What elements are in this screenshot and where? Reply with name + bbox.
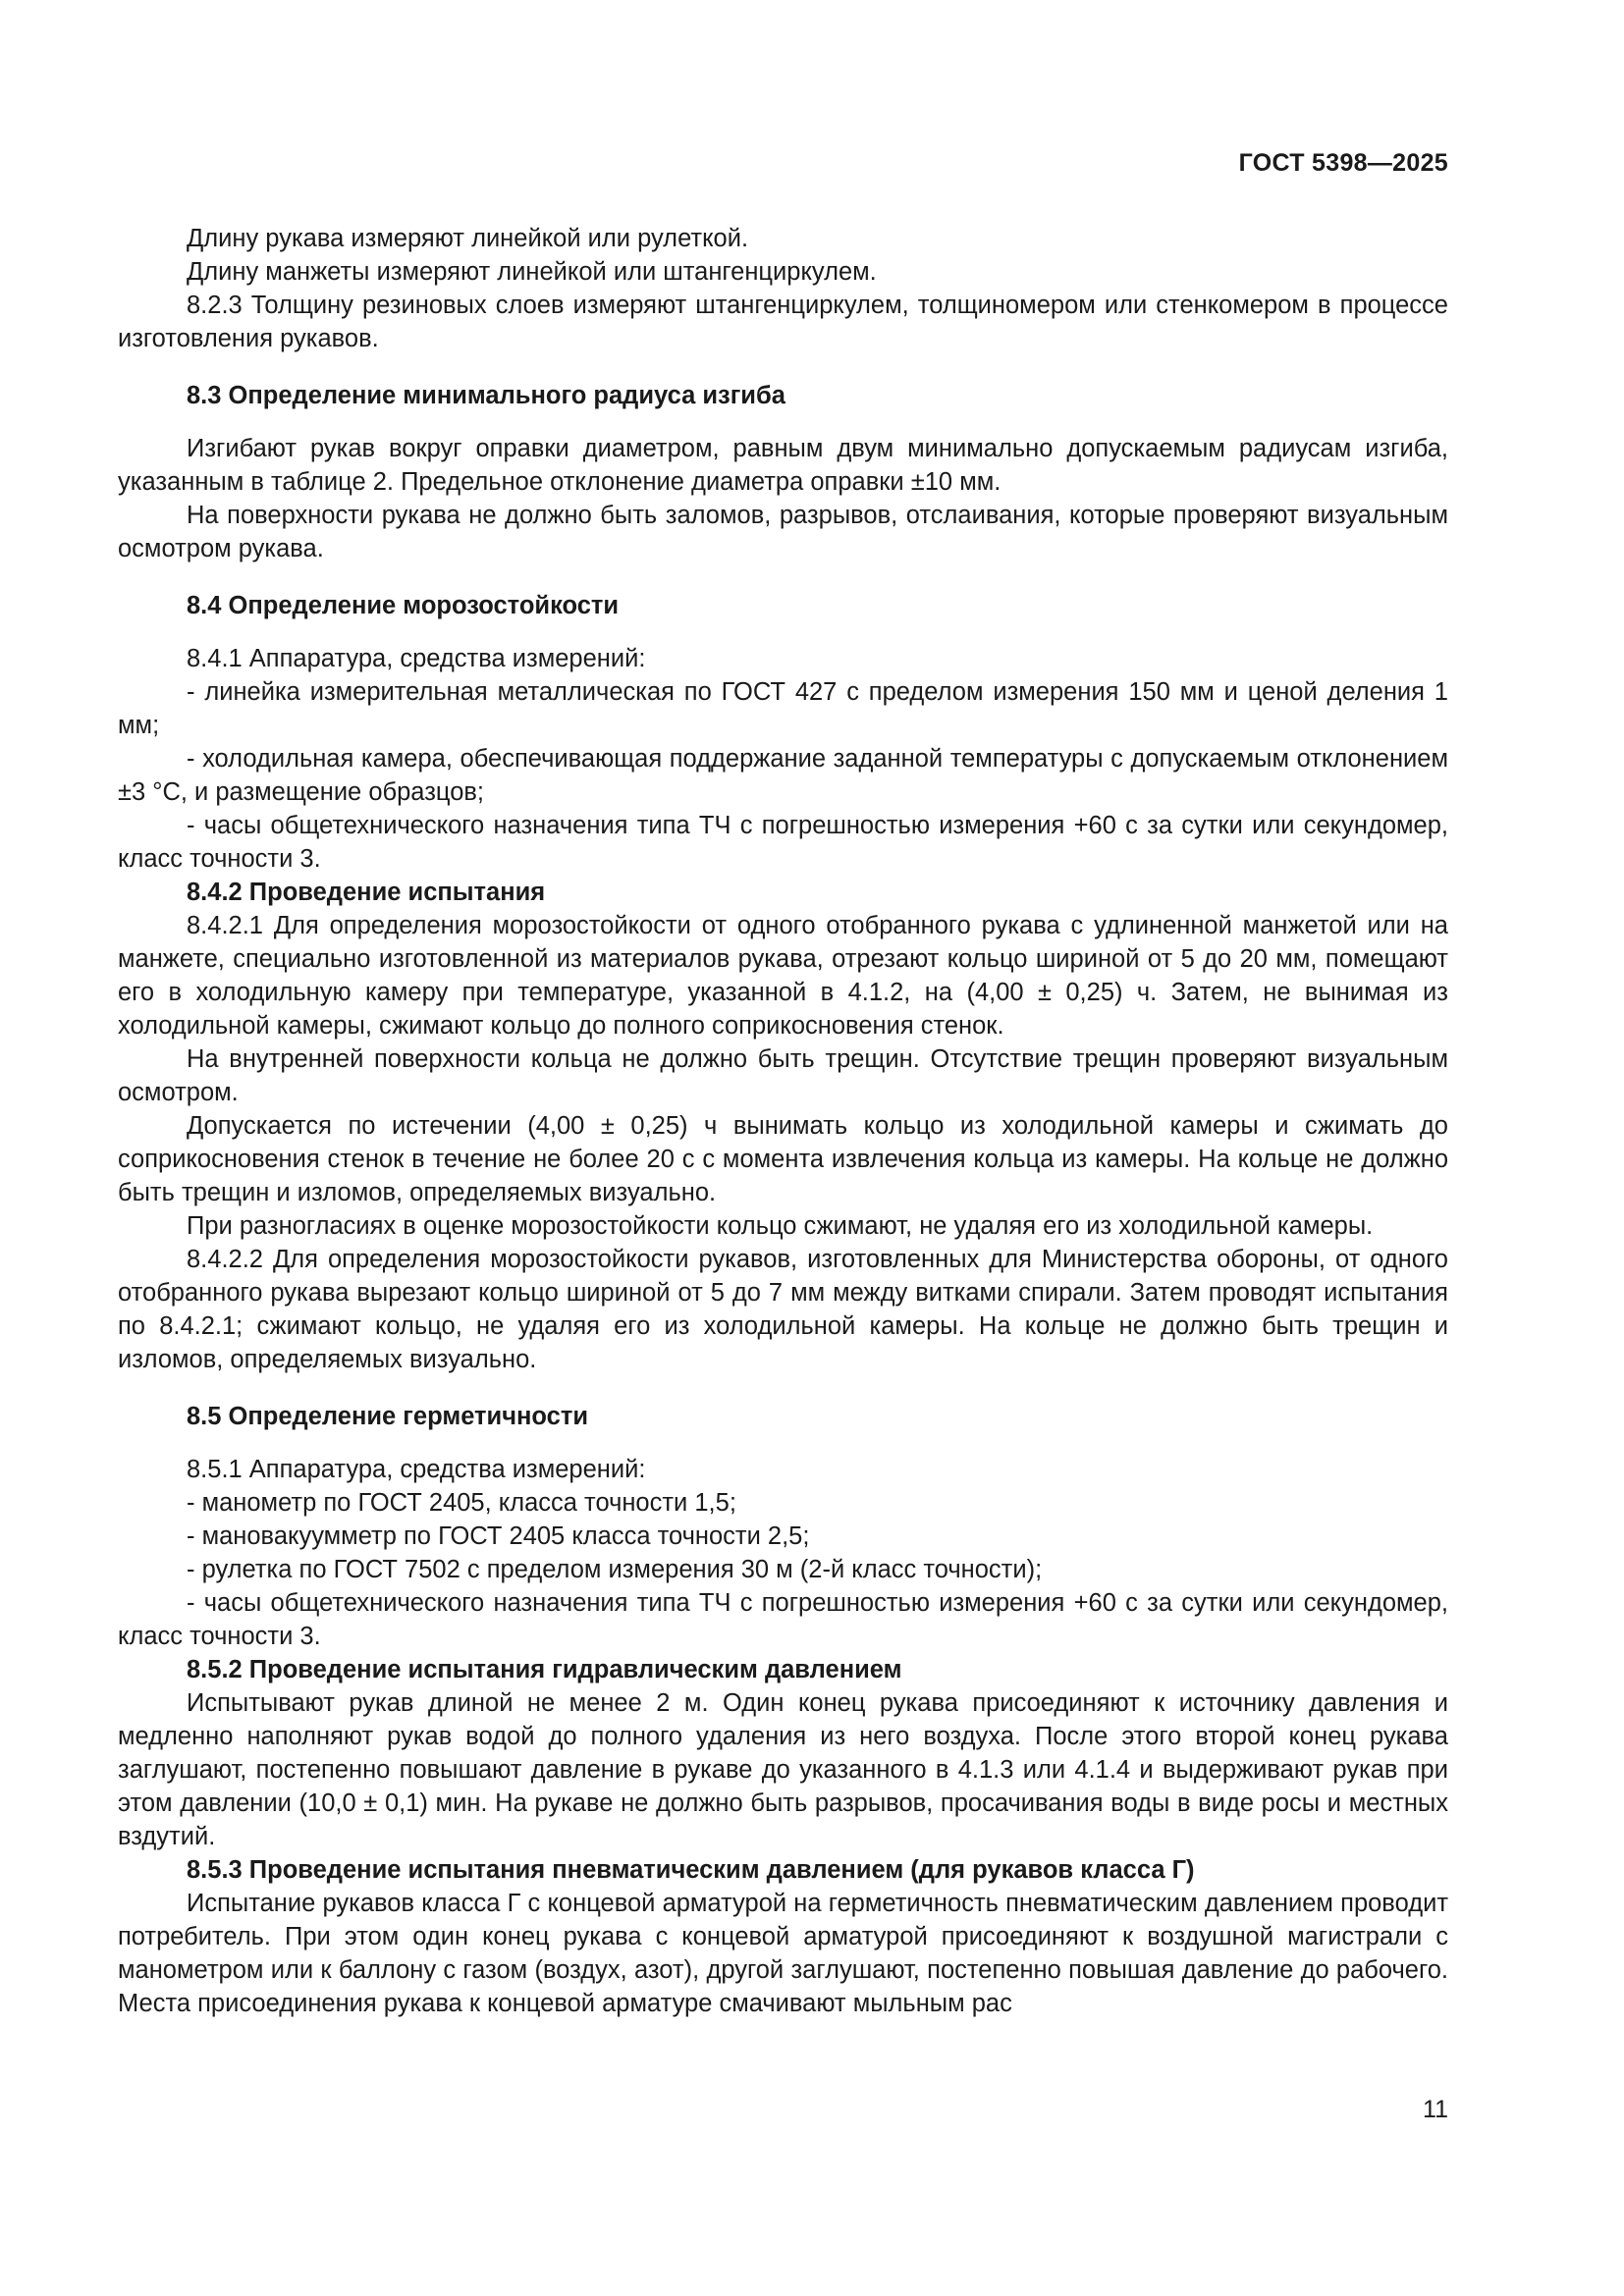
paragraph: 8.5.1 Аппаратура, средства измерений:	[187, 1456, 646, 1483]
paragraph: Испытывают рукав длиной не менее 2 м. Один конец рукава присоединяют к источнику давления и медленно наполняют рукав водой до полного удаления из него воздуха. После этого второй конец рукава заглушают, постепенно повышают давление в рукаве до указанного в 4.1.3 или 4.1.4 и выдерживают рукав при этом давлении (10,0 ± 0,1) мин. На рукаве не должно быть разрывов, просачивания воды в виде росы и местных вздутий.	[118, 1689, 1448, 1850]
list-item: - рулетка по ГОСТ 7502 с пределом измерения 30 м (2-й класс точности);	[187, 1556, 1043, 1583]
section-heading-8-3: 8.3 Определение минимального радиуса изгиба	[187, 382, 785, 409]
paragraph: 8.4.2.2 Для определения морозостойкости рукавов, изготовленных для Министерства обороны, от одного отобранного рукава вырезают кольцо шириной от 5 до 7 мм между витками спирали. Затем проводят испытания по 8.4.2.1; сжимают кольцо, не удаляя его из холодильной камеры. На кольце не должно быть трещин и изломов, определяемых визуально.	[118, 1246, 1448, 1373]
paragraph: Испытание рукавов класса Г с концевой арматурой на герметичность пневматическим давлением проводит потребитель. При этом один конец рукава с концевой арматурой присоединяют к воздушной магистрали с манометром или к баллону с газом (воздух, азот), другой заглушают, постепенно повышая давление до рабочего. Места присоединения рукава к концевой арматуре смачивают мыльным рас	[118, 1890, 1448, 2017]
list-item: - холодильная камера, обеспечивающая поддержание заданной температуры с допускаемым отклонением ±3 °С, и размещение образцов;	[118, 745, 1448, 806]
document-page	[118, 0, 1448, 2296]
paragraph: Длину манжеты измеряют линейкой или штангенциркулем.	[187, 258, 877, 286]
page-number: 11	[1423, 2096, 1448, 2123]
document-id-header: ГОСТ 5398—2025	[1238, 149, 1448, 177]
paragraph: Изгибают рукав вокруг оправки диаметром, равным двум минимально допускаемым радиусам изгиба, указанным в таблице 2. Предельное отклонение диаметра оправки ±10 мм.	[118, 435, 1448, 496]
paragraph: 8.4.1 Аппаратура, средства измерений:	[187, 645, 646, 672]
paragraph: На внутренней поверхности кольца не должно быть трещин. Отсутствие трещин проверяют визуальным осмотром.	[118, 1045, 1448, 1106]
subsection-heading-8-5-2: 8.5.2 Проведение испытания гидравлическим давлением	[187, 1656, 902, 1683]
section-heading-8-4: 8.4 Определение морозостойкости	[187, 592, 620, 619]
list-item: - часы общетехнического назначения типа ТЧ с погрешностью измерения +60 с за сутки или секундомер, класс точности 3.	[118, 1589, 1448, 1650]
paragraph: На поверхности рукава не должно быть заломов, разрывов, отслаивания, которые проверяют визуальным осмотром рукава.	[118, 502, 1448, 562]
document-body	[118, 222, 1448, 2020]
list-item: - часы общетехнического назначения типа ТЧ с погрешностью измерения +60 с за сутки или секундомер, класс точности 3.	[118, 812, 1448, 873]
subsection-heading-8-4-2: 8.4.2 Проведение испытания	[187, 879, 546, 906]
section-heading-8-5: 8.5 Определение герметичности	[187, 1403, 588, 1430]
list-item: - мановакуумметр по ГОСТ 2405 класса точности 2,5;	[187, 1522, 810, 1550]
subsection-heading-8-5-3: 8.5.3 Проведение испытания пневматическим давлением (для рукавов класса Г)	[187, 1856, 1195, 1884]
paragraph: 8.2.3 Толщину резиновых слоев измеряют штангенциркулем, толщиномером или стенкомером в процессе изготовления рукавов.	[118, 292, 1448, 352]
paragraph: 8.4.2.1 Для определения морозостойкости от одного отобранного рукава с удлиненной манжетой или на манжете, специально изготовленной из материалов рукава, отрезают кольцо шириной от 5 до 20 мм, помещают его в холодильную камеру при температуре, указанной в 4.1.2, на (4,00 ± 0,25) ч. Затем, не вынимая из холодильной камеры, сжимают кольцо до полного соприкосновения стенок.	[118, 912, 1448, 1040]
paragraph: Допускается по истечении (4,00 ± 0,25) ч вынимать кольцо из холодильной камеры и сжимать до соприкосновения стенок в течение не более 20 с с момента извлечения кольца из камеры. На кольце не должно быть трещин и изломов, определяемых визуально.	[118, 1112, 1448, 1206]
list-item: - манометр по ГОСТ 2405, класса точности 1,5;	[187, 1489, 736, 1517]
paragraph: Длину рукава измеряют линейкой или рулеткой.	[187, 225, 749, 252]
paragraph: При разногласиях в оценке морозостойкости кольцо сжимают, не удаляя его из холодильной камеры.	[187, 1212, 1374, 1240]
list-item: - линейка измерительная металлическая по ГОСТ 427 с пределом измерения 150 мм и ценой деления 1 мм;	[118, 678, 1448, 739]
